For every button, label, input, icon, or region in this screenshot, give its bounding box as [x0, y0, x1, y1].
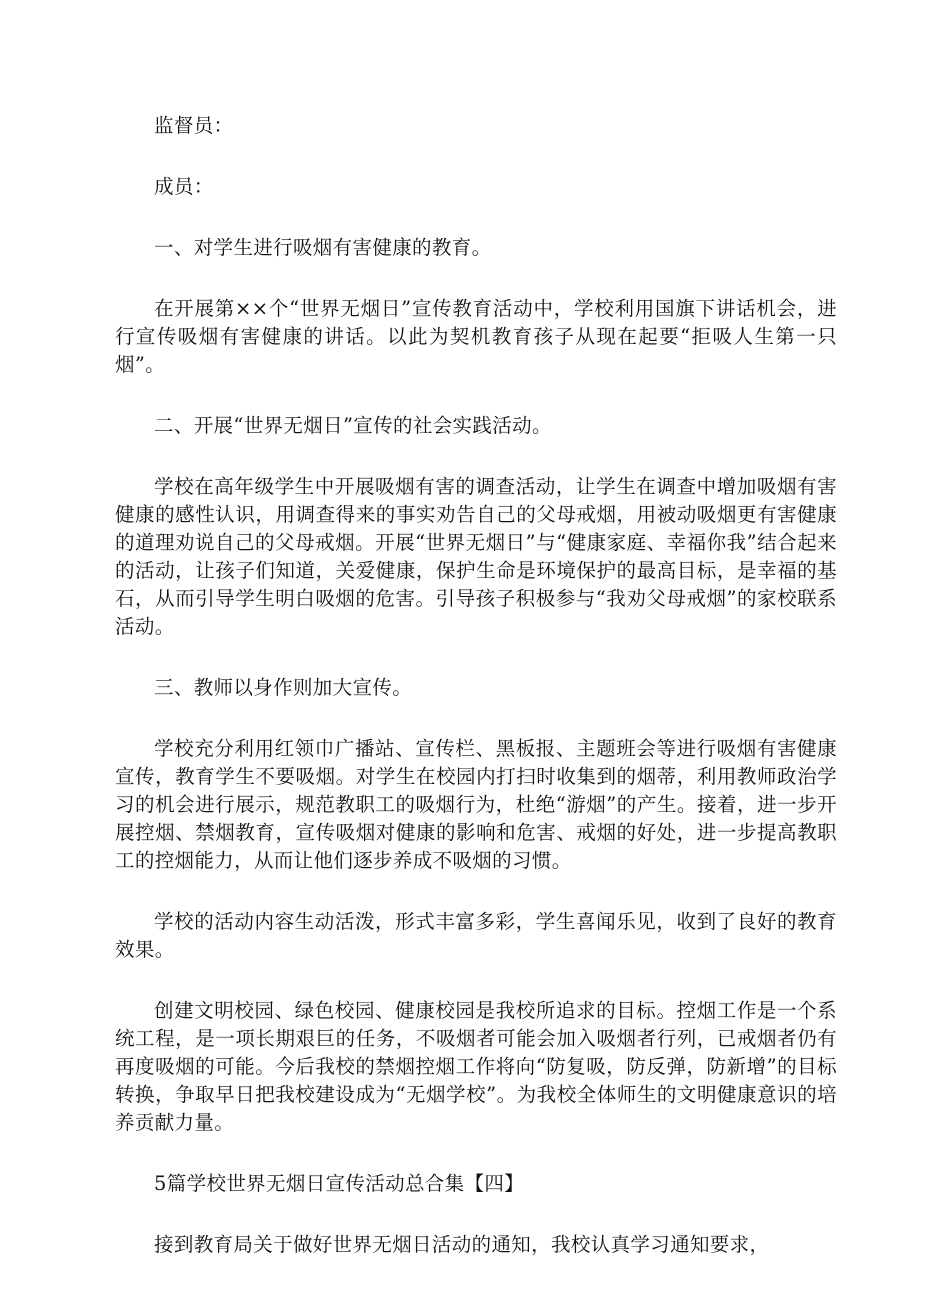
- paragraph-body: 接到教育局关于做好世界无烟日活动的通知，我校认真学习通知要求，: [154, 1233, 770, 1256]
- section-heading-3: 三、教师以身作则加大宣传。: [154, 676, 413, 699]
- section-heading-2: 二、开展“世界无烟日”宣传的社会实践活动。: [154, 414, 552, 437]
- article-title: 5篇学校世界无烟日宣传活动总合集【四】: [154, 1172, 525, 1195]
- paragraph-body: 学校充分利用红领巾广播站、宣传栏、黑板报、主题班会等进行吸烟有害健康宣传，教育学生不要吸烟。对学生在校园内打扫时收集到的烟蒂，利用教师政治学习的机会进行展示，规范教职工的吸烟行为，杜绝“游烟”的产生。接着，进一步开展控烟、禁烟教育，宣传吸烟对健康的影响和危害、戒烟的好处，进一步提高教职工的控烟能力，从而让他们逐步养成不吸烟的习惯。: [115, 737, 837, 872]
- paragraph-body: 学校在高年级学生中开展吸烟有害的调查活动，让学生在调查中增加吸烟有害健康的感性认识，用调查得来的事实劝告自己的父母戒烟，用被动吸烟更有害健康的道理劝说自己的父母戒烟。开展“世界无烟日”与“健康家庭、幸福你我”结合起来的活动，让孩子们知道，关爱健康，保护生命是环境保护的最高目标，是幸福的基石，从而引导学生明白吸烟的危害。引导孩子积极参与“我劝父母戒烟”的家校联系活动。: [115, 475, 837, 638]
- paragraph-supervisor: 监督员：: [154, 114, 234, 137]
- paragraph-members: 成员：: [154, 175, 214, 198]
- paragraph-body: 创建文明校园、绿色校园、健康校园是我校所追求的目标。控烟工作是一个系统工程，是一项长期艰巨的任务，不吸烟者可能会加入吸烟者行列，已戒烟者仍有再度吸烟的可能。今后我校的禁烟控烟工作将向“防复吸，防反弹，防新增”的目标转换，争取早日把我校建设成为“无烟学校”。为我校全体师生的文明健康意识的培养贡献力量。: [115, 999, 837, 1134]
- section-heading-1: 一、对学生进行吸烟有害健康的教育。: [154, 236, 492, 259]
- paragraph-body: 学校的活动内容生动活泼，形式丰富多彩，学生喜闻乐见，收到了良好的教育效果。: [115, 910, 837, 961]
- document-body: [115, 112, 837, 1292]
- paragraph-body: 在开展第××个“世界无烟日”宣传教育活动中，学校利用国旗下讲话机会，进行宣传吸烟有害健康的讲话。以此为契机教育孩子从现在起要“拒吸人生第一只烟”。: [115, 297, 837, 376]
